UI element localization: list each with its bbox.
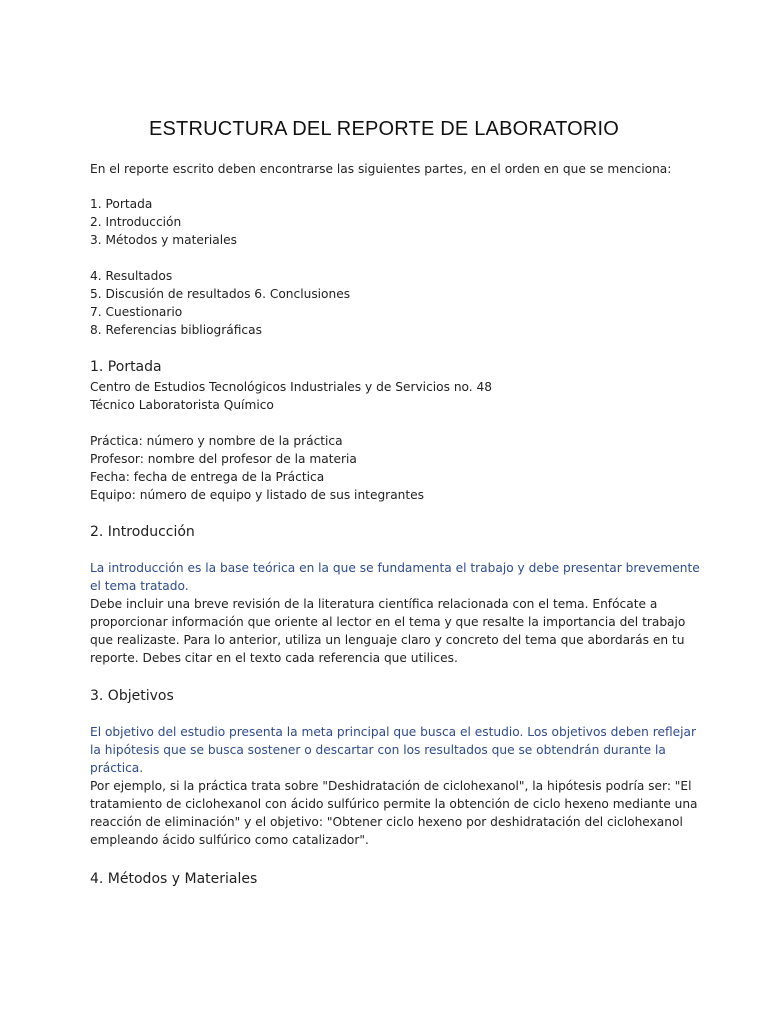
objetivos-body-line: Por ejemplo, si la práctica trata sobre "Deshidratación de ciclohexanol", la hipótesis podría ser: "El <box>90 779 692 793</box>
objetivos-body-line: tratamiento de ciclohexanol con ácido sulfúrico permite la obtención de ciclo hexeno mediante una <box>90 797 698 811</box>
objetivos-body-line: reacción de eliminación" y el objetivo: "Obtener ciclo hexeno por deshidratación del ciclohexanol <box>90 815 683 829</box>
intro-paragraph: En el reporte escrito deben encontrarse las siguientes partes, en el orden en que se menciona: <box>90 162 672 176</box>
portada-line: Fecha: fecha de entrega de la Práctica <box>90 470 325 484</box>
introduccion-body-line: que realizaste. Para lo anterior, utiliza un lenguaje claro y concreto del tema que abordarás en tu <box>90 633 685 647</box>
introduccion-body-line: Debe incluir una breve revisión de la literatura científica relacionada con el tema. Enfócate a <box>90 597 658 611</box>
section-heading-introduccion: 2. Introducción <box>90 524 195 540</box>
list-item: 5. Discusión de resultados 6. Conclusiones <box>90 287 351 301</box>
objetivos-body-line: empleando ácido sulfúrico como catalizador". <box>90 833 369 847</box>
section-heading-portada: 1. Portada <box>90 359 162 375</box>
list-item: 2. Introducción <box>90 215 182 229</box>
objetivos-highlight-line: la hipótesis que se busca sostener o descartar con los resultados que se obtendrán durante la <box>90 743 666 757</box>
list-item: 1. Portada <box>90 197 153 211</box>
portada-line: Equipo: número de equipo y listado de sus integrantes <box>90 488 425 502</box>
document-title: ESTRUCTURA DEL REPORTE DE LABORATORIO <box>148 118 620 140</box>
portada-line: Centro de Estudios Tecnológicos Industriales y de Servicios no. 48 <box>90 380 493 394</box>
list-item: 7. Cuestionario <box>90 305 183 319</box>
introduccion-body-line: proporcionar información que oriente al lector en el tema y que resalte la importancia del trabajo <box>90 615 686 629</box>
introduccion-highlight-line: La introducción es la base teórica en la que se fundamenta el trabajo y debe presentar brevemente <box>90 561 700 575</box>
portada-line: Práctica: número y nombre de la práctica <box>90 434 343 448</box>
list-item: 4. Resultados <box>90 269 173 283</box>
objetivos-highlight-line: práctica. <box>90 761 144 775</box>
portada-line: Profesor: nombre del profesor de la materia <box>90 452 357 466</box>
list-item: 8. Referencias bibliográficas <box>90 323 262 337</box>
section-heading-metodos: 4. Métodos y Materiales <box>90 871 258 887</box>
list-item: 3. Métodos y materiales <box>90 233 237 247</box>
portada-line: Técnico Laboratorista Químico <box>90 398 274 412</box>
introduccion-highlight-line: el tema tratado. <box>90 579 189 593</box>
objetivos-highlight-line: El objetivo del estudio presenta la meta principal que busca el estudio. Los objetivos deben reflejar <box>90 725 696 739</box>
section-heading-objetivos: 3. Objetivos <box>90 688 174 704</box>
introduccion-body-line: reporte. Debes citar en el texto cada referencia que utilices. <box>90 651 458 665</box>
